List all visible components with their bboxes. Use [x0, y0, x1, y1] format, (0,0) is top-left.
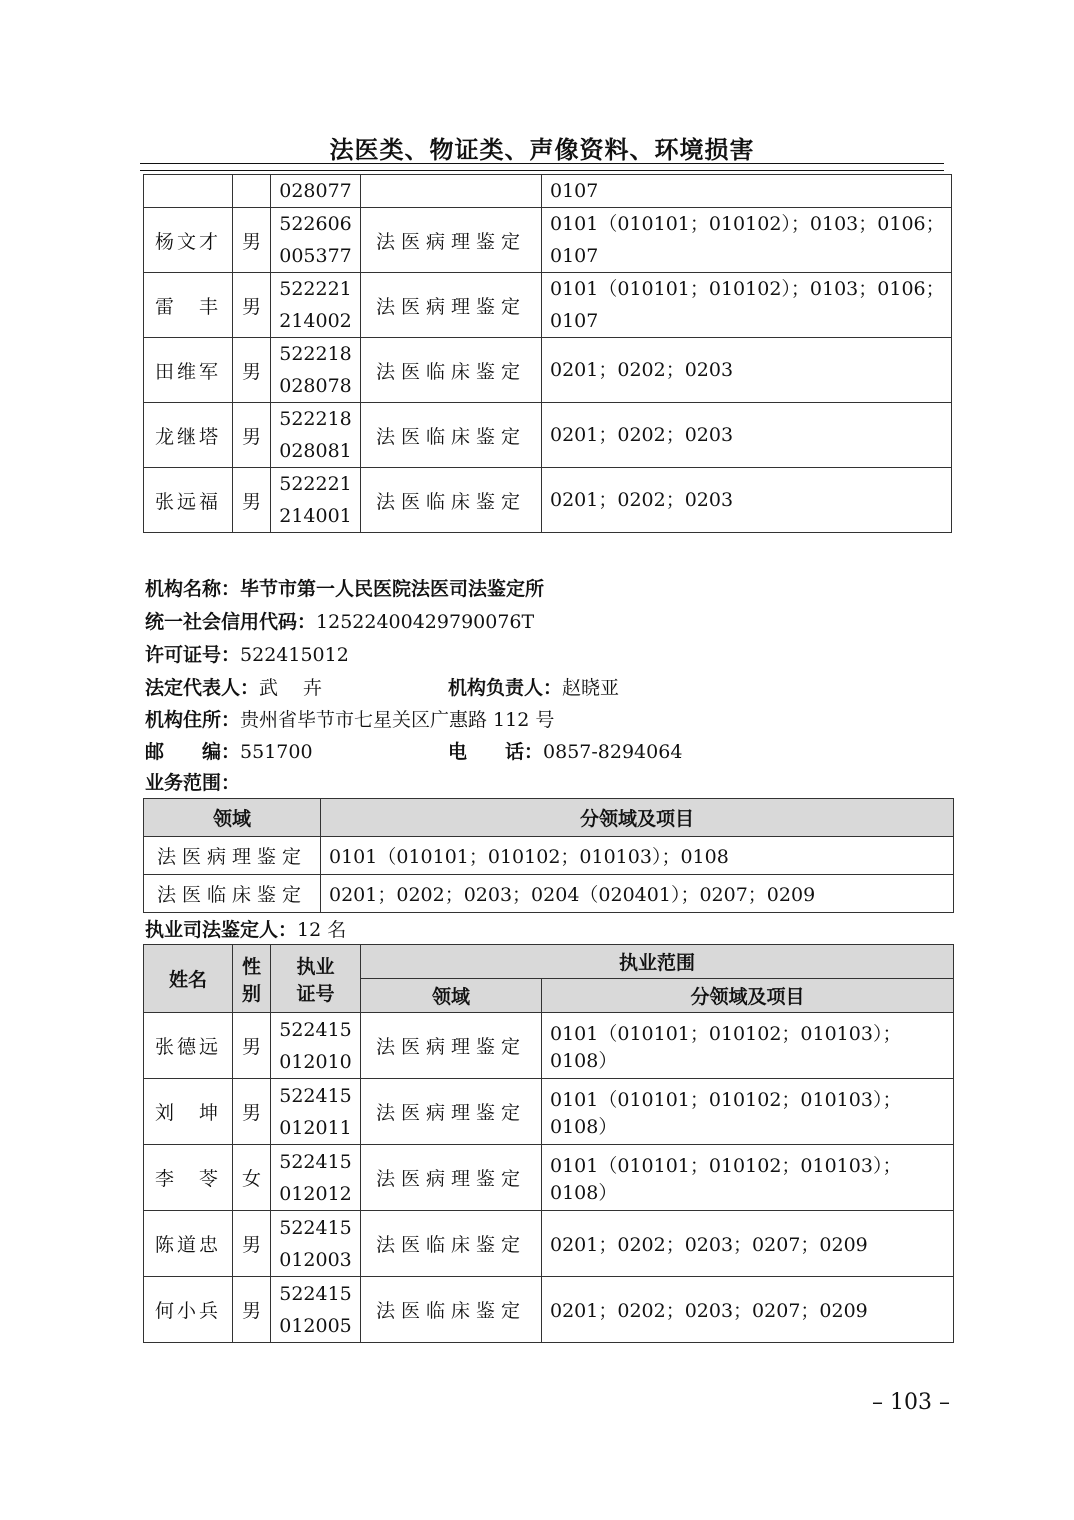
legal-rep-value: 武 卉	[259, 677, 323, 699]
name-cell	[144, 175, 233, 208]
table-row	[144, 837, 954, 875]
name-cell: 杨文才	[144, 208, 233, 273]
sub-cell: 0101（010101；010102；010103）；0108）	[542, 1145, 954, 1211]
table-row	[144, 1079, 954, 1145]
name-cell: 陈道忠	[144, 1211, 233, 1277]
table-row	[144, 468, 952, 533]
license-part: 214001	[279, 505, 352, 527]
domain-cell: 法医病理鉴定	[361, 1013, 542, 1079]
license-part: 522221	[279, 278, 352, 300]
license-part: 522415	[279, 1282, 352, 1305]
table-row	[144, 338, 952, 403]
header-rule-thin	[140, 170, 944, 171]
header-domain: 领域	[144, 799, 321, 837]
scope-line: 0107	[550, 310, 599, 332]
table-row	[144, 175, 952, 208]
name-cell: 雷 丰	[144, 273, 233, 338]
domain-cell: 法医临床鉴定	[361, 403, 542, 468]
license-cell	[271, 338, 361, 403]
license-part: 522218	[279, 343, 352, 365]
domain-cell	[361, 175, 542, 208]
header-scope: 执业范围	[361, 945, 954, 979]
legal-rep-line	[145, 674, 322, 702]
scope-cell: 0201；0202；0203	[542, 338, 952, 403]
license-part: 012011	[279, 1116, 352, 1139]
license-number-line	[145, 641, 349, 669]
phone-value: 0857-8294064	[543, 741, 683, 763]
practitioners-count: 12 名	[297, 919, 347, 941]
gender-cell: 男	[233, 1013, 271, 1079]
institution-name-value: 毕节市第一人民医院法医司法鉴定所	[240, 578, 545, 600]
business-scope-table	[143, 798, 954, 913]
sub-cell: 0201；0202；0203；0207；0209	[542, 1211, 954, 1277]
domain-cell: 法医临床鉴定	[361, 1211, 542, 1277]
address-label: 机构住所：	[145, 709, 241, 731]
license-part: 012005	[279, 1314, 352, 1337]
domain-cell: 法医病理鉴定	[361, 1079, 542, 1145]
table-row	[144, 403, 952, 468]
table-row	[144, 208, 952, 273]
credit-code-value: 12522400429790076T	[316, 611, 535, 633]
institution-name-label: 机构名称：	[145, 578, 241, 600]
institution-name-line	[145, 575, 544, 603]
license-part: 012010	[279, 1050, 352, 1073]
license-part: 214002	[279, 310, 352, 332]
gender-cell: 男	[233, 208, 271, 273]
scope-cell	[542, 273, 952, 338]
domain-cell: 法医临床鉴定	[144, 875, 321, 913]
license-part: 522415	[279, 1150, 352, 1173]
license-part: 028081	[279, 440, 352, 462]
header-sub: 分领域及项目	[542, 979, 954, 1013]
license-part: 012012	[279, 1182, 352, 1205]
business-scope-line	[145, 769, 240, 797]
legal-rep-label: 法定代表人：	[145, 677, 260, 699]
domain-cell: 法医病理鉴定	[361, 273, 542, 338]
gender-cell: 男	[233, 1211, 271, 1277]
license-part: 522415	[279, 1216, 352, 1239]
table-header-row	[144, 799, 954, 837]
license-cell	[271, 403, 361, 468]
phone-line	[448, 738, 682, 766]
table-row	[144, 1013, 954, 1079]
scope-line: 0101（010101；010102）；0103；0106；	[550, 278, 945, 300]
name-cell: 龙继塔	[144, 403, 233, 468]
header-gender-2: 别	[241, 982, 261, 1005]
header-license-1: 执业	[296, 955, 335, 978]
license-number-label: 许可证号：	[145, 644, 241, 666]
header-rule-thick	[140, 163, 944, 164]
gender-cell: 男	[233, 403, 271, 468]
sub-cell: 0201；0202；0203；0204（020401）；0207；0209	[321, 875, 954, 913]
header-name: 姓名	[144, 945, 233, 1013]
license-part: 522415	[279, 1018, 352, 1041]
license-cell	[271, 273, 361, 338]
domain-cell: 法医病理鉴定	[361, 1145, 542, 1211]
scope-line: 0101（010101；010102）；0103；0106；	[550, 213, 945, 235]
license-part: 522218	[279, 408, 352, 430]
credit-code-label: 统一社会信用代码：	[145, 611, 317, 633]
domain-cell: 法医临床鉴定	[361, 468, 542, 533]
header-gender	[233, 945, 271, 1013]
license-cell	[271, 208, 361, 273]
gender-cell: 女	[233, 1145, 271, 1211]
table-header-row	[144, 945, 954, 979]
license-part: 522415	[279, 1084, 352, 1107]
table-row	[144, 1277, 954, 1343]
name-cell: 田维军	[144, 338, 233, 403]
license-part: 012003	[279, 1248, 352, 1271]
postcode-line	[145, 738, 313, 766]
table-row	[144, 1211, 954, 1277]
practitioners-label: 执业司法鉴定人：	[145, 919, 298, 941]
license-cell	[271, 1145, 361, 1211]
license-part: 005377	[279, 245, 352, 267]
gender-cell: 男	[233, 273, 271, 338]
business-scope-label: 业务范围：	[145, 772, 241, 794]
gender-cell: 男	[233, 1079, 271, 1145]
gender-cell: 男	[233, 1277, 271, 1343]
domain-cell: 法医病理鉴定	[361, 208, 542, 273]
header-sub: 分领域及项目	[321, 799, 954, 837]
table-row	[144, 273, 952, 338]
scope-cell: 0107	[542, 175, 952, 208]
license-cell	[271, 1079, 361, 1145]
phone-label: 电 话：	[448, 741, 544, 763]
address-line	[145, 706, 554, 734]
license-cell	[271, 1013, 361, 1079]
postcode-label: 邮 编：	[145, 741, 241, 763]
license-cell: 028077	[271, 175, 361, 208]
page-number: – 103 –	[872, 1390, 950, 1415]
head-value: 赵晓亚	[562, 677, 620, 699]
license-number-value: 522415012	[240, 644, 349, 666]
license-part: 028078	[279, 375, 352, 397]
gender-cell: 男	[233, 468, 271, 533]
practitioners-count-line	[145, 916, 346, 944]
credit-code-line	[145, 608, 534, 636]
name-cell: 李 苓	[144, 1145, 233, 1211]
domain-cell: 法医病理鉴定	[144, 837, 321, 875]
gender-cell	[233, 175, 271, 208]
name-cell: 何小兵	[144, 1277, 233, 1343]
sub-cell: 0201；0202；0203；0207；0209	[542, 1277, 954, 1343]
license-part: 522221	[279, 473, 352, 495]
scope-cell: 0201；0202；0203	[542, 403, 952, 468]
head-label: 机构负责人：	[448, 677, 563, 699]
domain-cell: 法医临床鉴定	[361, 338, 542, 403]
header-gender-1: 性	[241, 955, 261, 978]
name-cell: 张远福	[144, 468, 233, 533]
license-part: 522606	[279, 213, 352, 235]
header-license-2: 证号	[296, 982, 335, 1005]
scope-cell: 0201；0202；0203	[542, 468, 952, 533]
name-cell: 张德远	[144, 1013, 233, 1079]
header-license	[271, 945, 361, 1013]
scope-cell	[542, 208, 952, 273]
domain-cell: 法医临床鉴定	[361, 1277, 542, 1343]
address-value: 贵州省毕节市七星关区广惠路 112 号	[240, 709, 555, 731]
license-cell	[271, 468, 361, 533]
table-row	[144, 875, 954, 913]
sub-cell: 0101（010101；010102；010103）；0108）	[542, 1079, 954, 1145]
table-row	[144, 1145, 954, 1211]
header-domain: 领域	[361, 979, 542, 1013]
page-header-title: 法医类、物证类、声像资料、环境损害	[329, 135, 755, 164]
license-cell	[271, 1211, 361, 1277]
sub-cell: 0101（010101；010102；010103）；0108）	[542, 1013, 954, 1079]
name-cell: 刘 坤	[144, 1079, 233, 1145]
license-cell	[271, 1277, 361, 1343]
head-line	[448, 674, 619, 702]
scope-line: 0107	[550, 245, 599, 267]
practitioners-table	[143, 944, 954, 1343]
gender-cell: 男	[233, 338, 271, 403]
postcode-value: 551700	[240, 741, 313, 763]
practitioners-table-continued	[143, 174, 952, 533]
sub-cell: 0101（010101；010102；010103）；0108	[321, 837, 954, 875]
